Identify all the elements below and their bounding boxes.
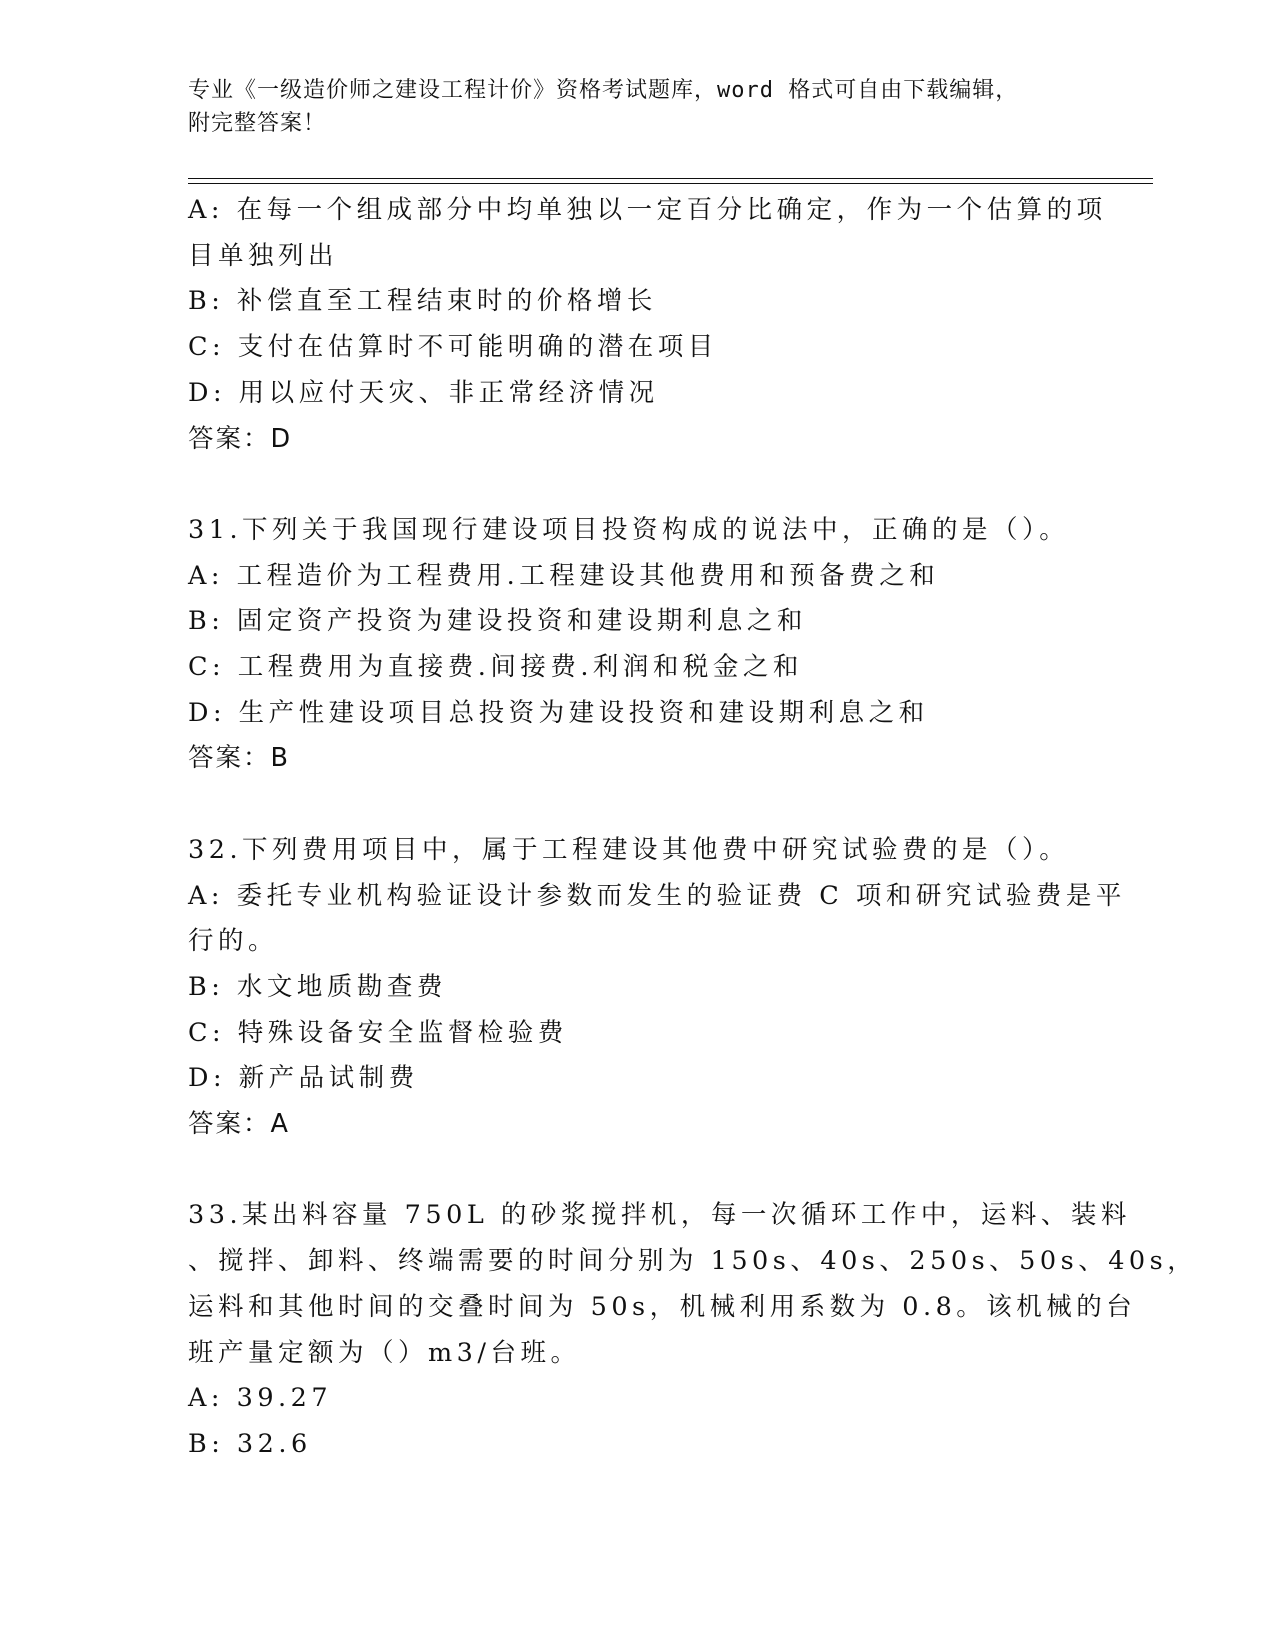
question-text-line-3: 运料和其他时间的交叠时间为 50s，机械利用系数为 0.8。该机械的台	[188, 1291, 1137, 1322]
answer-line: 答案：A	[188, 1109, 290, 1140]
option-a-line-1: A: 在每一个组成部分中均单独以一定百分比确定，作为一个估算的项	[188, 195, 1107, 225]
option-c: C: 特殊设备安全监督检验费	[188, 1017, 568, 1048]
option-a-line-1: A: 委托专业机构验证设计参数而发生的验证费 C 项和研究试验费是平	[188, 880, 1126, 911]
option-a-line-2: 目单独列出	[188, 240, 339, 271]
header-line-2: 附完整答案！	[188, 111, 327, 136]
option-a: A: 39.27	[188, 1383, 333, 1414]
question-block-prev	[188, 188, 1107, 462]
option-b: B: 补偿直至工程结束时的价格增长	[188, 286, 657, 317]
header-line-1: 专业《一级造价师之建设工程计价》资格考试题库，word 格式可自由下载编辑，	[188, 78, 1019, 103]
question-text-line-1: 33.某出料容量 750L 的砂浆搅拌机，每一次循环工作中，运料、装料	[188, 1200, 1131, 1231]
question-block-31	[188, 508, 1088, 782]
header-divider-top	[188, 178, 1153, 179]
option-c: C: 工程费用为直接费.间接费.利润和税金之和	[188, 652, 803, 683]
block-spacer	[188, 1148, 1088, 1194]
answer-line: 答案：D	[188, 423, 293, 454]
question-text-line-4: 班产量定额为（）m3/台班。	[188, 1337, 581, 1368]
option-c: C: 支付在估算时不可能明确的潜在项目	[188, 332, 718, 363]
question-text: 31.下列关于我国现行建设项目投资构成的说法中，正确的是（）。	[188, 514, 1070, 545]
block-spacer	[188, 782, 1088, 828]
header-divider-bottom	[188, 183, 1153, 184]
option-b: B: 固定资产投资为建设投资和建设期利息之和	[188, 606, 807, 637]
option-d: D: 生产性建设项目总投资为建设投资和建设期利息之和	[188, 697, 929, 728]
option-a: A: 工程造价为工程费用.工程建设其他费用和预备费之和	[188, 560, 940, 591]
answer-line: 答案：B	[188, 743, 290, 774]
document-header	[188, 74, 1068, 140]
option-b: B: 32.6	[188, 1428, 312, 1459]
option-b: B: 水文地质勘查费	[188, 971, 447, 1002]
option-d: D: 用以应付天灾、非正常经济情况	[188, 377, 659, 408]
question-block-32	[188, 828, 1126, 1148]
question-block-33	[188, 1193, 1198, 1467]
option-a-line-2: 行的。	[188, 926, 279, 957]
question-list	[188, 188, 1198, 1468]
option-d: D: 新产品试制费	[188, 1063, 419, 1094]
block-spacer	[188, 462, 1088, 508]
question-text-line-2: 、搅拌、卸料、终端需要的时间分别为 150s、40s、250s、50s、40s，	[188, 1246, 1198, 1277]
question-text: 32.下列费用项目中，属于工程建设其他费中研究试验费的是（）。	[188, 834, 1070, 865]
